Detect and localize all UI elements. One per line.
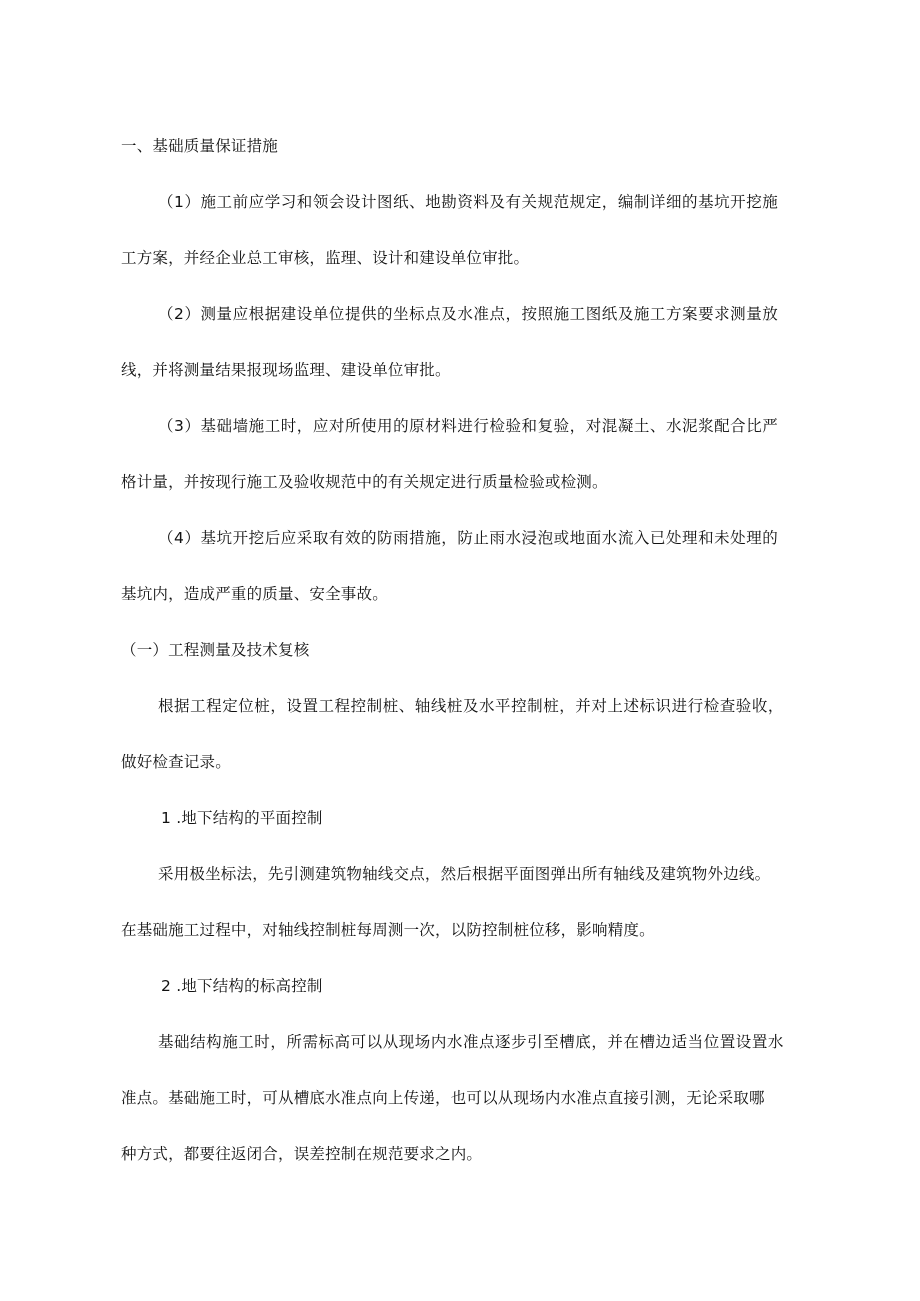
paragraph-5-line-2: 做好检查记录。 [121, 753, 231, 771]
paragraph-7-line-1: 基础结构施工时，所需标高可以从现场内水准点逐步引至槽底，并在槽边适当位置设置水 [158, 1033, 784, 1051]
paragraph-1-line-1: （1）施工前应学习和领会设计图纸、地勘资料及有关规范规定，编制详细的基坑开挖施 [158, 193, 779, 211]
paragraph-2-line-2: 线，并将测量结果报现场监理、建设单位审批。 [121, 361, 451, 379]
paragraph-7-line-3: 种方式，都要往返闭合，误差控制在规范要求之内。 [121, 1145, 483, 1163]
paragraph-7-line-2: 准点。基础施工时，可从槽底水准点向上传递，也可以从现场内水准点直接引测，无论采取哪 [121, 1089, 765, 1107]
paragraph-1-line-2: 工方案，并经企业总工审核，监理、设计和建设单位审批。 [121, 249, 530, 267]
paragraph-5-line-1: 根据工程定位桩，设置工程控制桩、轴线桩及水平控制桩，并对上述标识进行检查验收， [158, 697, 784, 715]
paragraph-6-line-1: 采用极坐标法，先引测建筑物轴线交点，然后根据平面图弹出所有轴线及建筑物外边线。 [158, 865, 771, 883]
paragraph-3-line-1: （3）基础墙施工时，应对所使用的原材料进行检验和复验，对混凝土、水泥浆配合比严 [158, 417, 779, 435]
section-heading: 一、基础质量保证措施 [121, 137, 279, 155]
item-heading-2: 2 .地下结构的标高控制 [161, 977, 323, 995]
subsection-heading: （一）工程测量及技术复核 [121, 641, 310, 659]
paragraph-4-line-1: （4）基坑开挖后应采取有效的防雨措施，防止雨水浸泡或地面水流入已处理和未处理的 [158, 529, 779, 547]
item-heading-1: 1 .地下结构的平面控制 [161, 809, 323, 827]
paragraph-6-line-2: 在基础施工过程中，对轴线控制桩每周测一次，以防控制桩位移，影响精度。 [121, 921, 655, 939]
paragraph-3-line-2: 格计量，并按现行施工及验收规范中的有关规定进行质量检验或检测。 [121, 473, 608, 491]
paragraph-4-line-2: 基坑内，造成严重的质量、安全事故。 [121, 585, 388, 603]
paragraph-2-line-1: （2）测量应根据建设单位提供的坐标点及水准点，按照施工图纸及施工方案要求测量放 [158, 305, 779, 323]
